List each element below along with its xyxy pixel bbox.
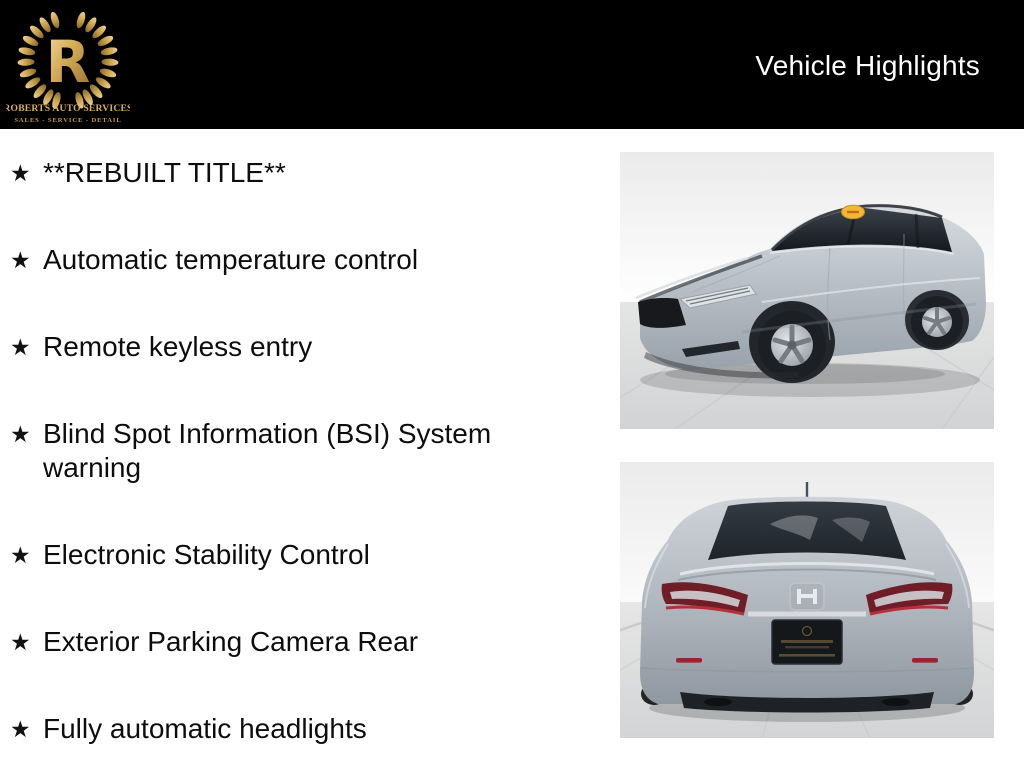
logo-name: ROBERTS AUTO SERVICES	[6, 103, 130, 114]
logo-monogram: R	[45, 28, 91, 96]
highlight-item	[10, 417, 585, 485]
star-icon: ★	[10, 542, 31, 568]
honda-emblem-icon	[790, 583, 824, 610]
star-icon: ★	[10, 160, 31, 186]
highlight-text: Remote keyless entry	[43, 331, 313, 362]
dealer-plate	[772, 620, 842, 664]
highlight-text: Exterior Parking Camera Rear	[43, 626, 419, 657]
highlight-text: Automatic temperature control	[43, 244, 419, 275]
laurel-wreath-icon	[6, 2, 130, 128]
star-icon: ★	[10, 629, 31, 655]
page-title: Vehicle Highlights	[755, 50, 980, 81]
vehicle-photo-front	[620, 152, 994, 429]
highlight-item	[10, 625, 585, 659]
vehicle-photo-rear	[620, 462, 994, 738]
highlight-item	[10, 243, 585, 277]
header-bar	[0, 0, 1024, 129]
logo-tagline: SALES - SERVICE - DETAIL	[14, 117, 122, 124]
dealer-logo	[6, 2, 130, 128]
highlight-item	[10, 156, 585, 190]
star-icon: ★	[10, 716, 31, 742]
highlight-text: **REBUILT TITLE**	[43, 157, 286, 188]
star-icon: ★	[10, 334, 31, 360]
highlights-list	[10, 156, 585, 768]
sedan-rear	[640, 482, 974, 713]
highlight-text: Blind Spot Information (BSI) System warning	[43, 418, 492, 483]
highlight-text: Fully automatic headlights	[43, 713, 367, 744]
reflector-left	[676, 658, 702, 663]
highlight-text: Electronic Stability Control	[43, 539, 370, 570]
highlight-item	[10, 330, 585, 364]
star-icon: ★	[10, 247, 31, 273]
reflector-right	[912, 658, 938, 663]
highlight-item	[10, 538, 585, 572]
highlight-item	[10, 712, 585, 746]
star-icon: ★	[10, 421, 31, 447]
windshield-year-sticker	[842, 205, 865, 219]
